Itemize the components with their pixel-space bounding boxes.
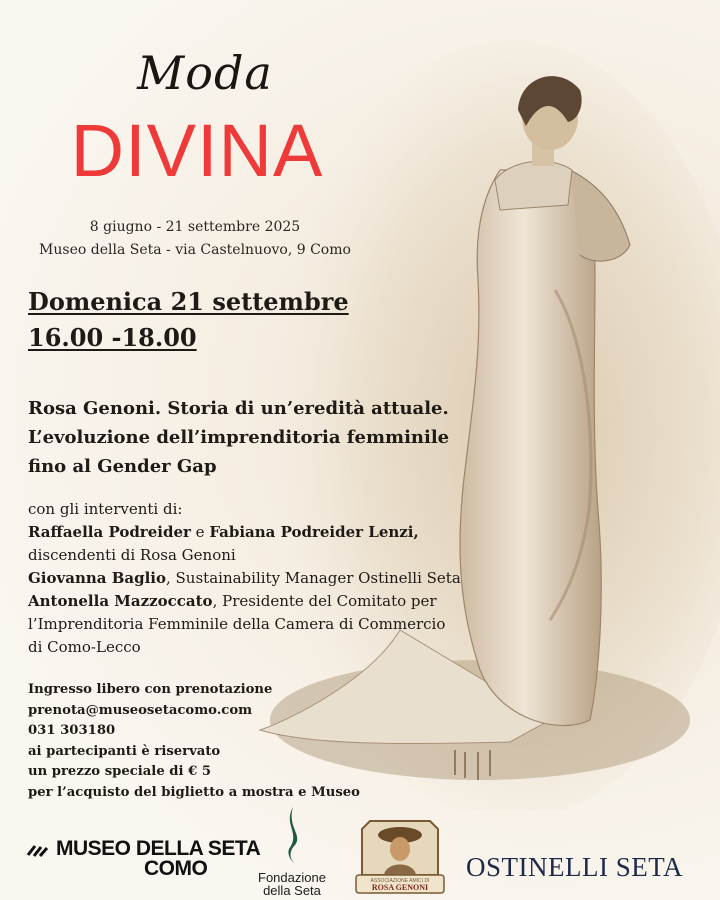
speaker-3-role-cont: di Como-Lecco — [28, 638, 141, 656]
discount-note: ai partecipanti è riservato — [28, 743, 221, 759]
speaker-2 — [28, 567, 508, 590]
speakers-list — [28, 498, 508, 659]
silk-thread-icon — [26, 843, 52, 859]
booking-email[interactable]: prenota@museosetacomo.com — [28, 702, 253, 718]
title-script: Moda — [137, 46, 273, 100]
fondazione-line2: della Seta — [263, 883, 321, 898]
assoc-logo-line2: ROSA GENONI — [371, 883, 429, 892]
speaker-role: , Sustainability Manager Ostinelli Seta — [166, 569, 461, 587]
free-entry-note: Ingresso libero con prenotazione — [28, 682, 273, 697]
discount-note: per l’acquisto del biglietto a mostra e Museo — [28, 784, 360, 800]
booking-phone[interactable]: 031 303180 — [28, 723, 116, 738]
speakers-intro: con gli interventi di: — [28, 500, 183, 518]
speaker-3-role-cont: l’Imprenditoria Femminile della Camera di Commercio — [28, 615, 446, 633]
speaker-role: , Presidente del Comitato per — [212, 592, 437, 610]
title-main: DIVINA — [70, 109, 324, 192]
fondazione-logo-text — [252, 871, 332, 897]
exhibition-info — [30, 216, 360, 262]
speaker-name: Raffaella Podreider — [28, 523, 191, 541]
exhibition-venue: Museo della Seta - via Castelnuovo, 9 Como — [39, 242, 351, 258]
talk-title-line: Rosa Genoni. Storia di un’eredità attuale. — [28, 398, 449, 419]
speaker-name: Antonella Mazzoccato — [28, 592, 213, 610]
sponsor-logos — [0, 805, 720, 900]
speaker-name: Giovanna Baglio — [28, 569, 166, 587]
event-day: Domenica 21 settembre — [28, 287, 349, 316]
rosa-genoni-emblem-icon — [350, 815, 450, 895]
speaker-1 — [28, 521, 508, 544]
speaker-name: Fabiana Podreider Lenzi, — [209, 523, 419, 541]
event-time: 16.00 -18.00 — [28, 323, 197, 352]
flame-leaf-icon — [277, 805, 307, 867]
talk-title-line: L’evoluzione dell’imprenditoria femminile — [28, 427, 450, 448]
event-datetime — [28, 284, 349, 356]
ostinelli-seta-logo: OSTINELLI SETA — [466, 852, 684, 882]
exhibition-dates: 8 giugno - 21 settembre 2025 — [89, 219, 301, 235]
speaker-1-role: discendenti di Rosa Genoni — [28, 546, 236, 564]
speaker-3 — [28, 590, 508, 613]
museo-della-seta-logo — [26, 839, 260, 879]
talk-title-line: fino al Gender Gap — [28, 456, 217, 477]
speaker-conjunction: e — [190, 523, 210, 541]
booking-info — [28, 680, 388, 803]
fondazione-line1: Fondazione — [258, 870, 326, 885]
museo-logo-line1: MUSEO DELLA SETA — [56, 837, 261, 860]
talk-title — [28, 394, 498, 481]
discount-note: un prezzo speciale di € 5 — [28, 764, 212, 779]
associazione-rosa-genoni-logo — [350, 815, 450, 895]
assoc-logo-line1: ASSOCIAZIONE AMICI DI — [370, 878, 430, 884]
museo-logo-line2: COMO — [144, 857, 208, 880]
